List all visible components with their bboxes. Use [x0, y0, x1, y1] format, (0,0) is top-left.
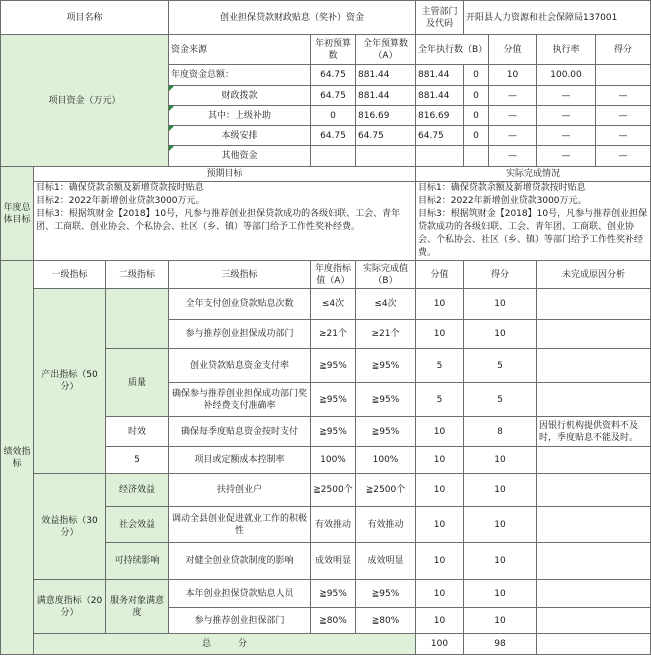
- funds-row-annual: 64.75: [311, 126, 356, 146]
- indicator-target: ≧2500个: [311, 474, 356, 507]
- perf-col-score: 得分: [464, 261, 537, 289]
- funds-row-annual: 0: [311, 106, 356, 126]
- indicator-score: 8: [464, 417, 537, 447]
- funds-col-exec: 全年执行数（B）: [416, 35, 489, 65]
- indicator-actual: ≧95%: [356, 383, 416, 417]
- project-name: 创业担保贷款财政贴息（奖补）资金: [169, 1, 416, 35]
- funds-row-score: —: [596, 86, 651, 106]
- perf-col-reason: 未完成原因分析: [537, 261, 651, 289]
- funds-row-label: 其他资金: [169, 146, 311, 167]
- funds-row-score-value: —: [489, 86, 537, 106]
- indicator-name: 项目或定额成本控制率: [169, 447, 311, 474]
- funds-row-zero: 0: [464, 106, 489, 126]
- indicator-target: ≧80%: [311, 608, 356, 634]
- indicator-name: 确保参与推荐创业担保成功部门奖补经费支付准确率: [169, 383, 311, 417]
- indicator-reason: [537, 289, 651, 320]
- group-benefit: 效益指标（30分）: [34, 474, 106, 580]
- indicator-reason: [537, 580, 651, 608]
- funds-col-full: 全年预算数（A）: [356, 35, 416, 65]
- indicator-reason: 因银行机构提供资料不及时，季度贴息不能及时。: [537, 417, 651, 447]
- indicator-reason: [537, 320, 651, 349]
- indicator-target: ≧95%: [311, 349, 356, 383]
- total-value: 100: [416, 634, 464, 655]
- indicator-score: 10: [464, 507, 537, 543]
- indicator-row: [1, 289, 651, 320]
- funds-row-score: —: [596, 146, 651, 167]
- funds-row-exec-rate: —: [537, 146, 596, 167]
- indicator-name: 参与推荐创业担保成功部门: [169, 320, 311, 349]
- funds-row-label: 本级安排: [169, 126, 311, 146]
- indicator-value: 10: [416, 289, 464, 320]
- indicator-value: 10: [416, 447, 464, 474]
- funds-row-score-value: —: [489, 106, 537, 126]
- indicator-actual: ≧95%: [356, 349, 416, 383]
- group-satisfaction: 满意度指标（20分）: [34, 580, 106, 634]
- funds-row-exec-rate: —: [537, 86, 596, 106]
- funds-row-full: 881.44: [356, 65, 416, 86]
- indicator-reason: [537, 543, 651, 580]
- indicator-value: 10: [416, 507, 464, 543]
- group-economic: 经济效益: [106, 474, 169, 507]
- funds-row-exec-rate: 100.00: [537, 65, 596, 86]
- dept-value: 开阳县人力资源和社会保障局137001: [464, 1, 651, 35]
- indicator-target: ≥21个: [311, 320, 356, 349]
- indicator-name: 参与推荐创业担保部门: [169, 608, 311, 634]
- funds-row-exec: 881.44: [416, 86, 464, 106]
- funds-row-label: 其中：上级补助: [169, 106, 311, 126]
- funds-row-zero: [464, 146, 489, 167]
- indicator-reason: [537, 447, 651, 474]
- indicator-target: ≧95%: [311, 580, 356, 608]
- funds-row-score-value: —: [489, 126, 537, 146]
- indicator-name: 创业贷款贴息资金支付率: [169, 349, 311, 383]
- project-name-label: 项目名称: [1, 1, 169, 35]
- actual-goal-text: 目标1：确保贷款余额及新增贷款按时贴息 目标2：2022年新增创业贷款3000万元。 目标3：根据筑财金【2018】10号，凡参与推荐创业担保贷款成功的各级妇联、工会、青年团、工商联、创业协会、个私协会、社区（乡、镇）等部门给予工作性奖补经费。: [416, 182, 651, 261]
- actual-goal-label: 实际完成情况: [416, 167, 651, 182]
- perf-col-actual: 实际完成值（B）: [356, 261, 416, 289]
- funds-row-exec: 816.69: [416, 106, 464, 126]
- funds-col-exec-rate: 执行率: [537, 35, 596, 65]
- funds-row-exec: 64.75: [416, 126, 464, 146]
- funds-row-annual: 64.75: [311, 86, 356, 106]
- funds-row-full: 881.44: [356, 86, 416, 106]
- funds-row-score: —: [596, 126, 651, 146]
- indicator-actual: ≧2500个: [356, 474, 416, 507]
- perf-col-target: 年度指标值（A）: [311, 261, 356, 289]
- indicator-actual: 成效明显: [356, 543, 416, 580]
- indicator-score: 10: [464, 474, 537, 507]
- perf-col-level2: 二级指标: [106, 261, 169, 289]
- indicator-value: 5: [416, 383, 464, 417]
- funds-row-exec: [416, 146, 464, 167]
- indicator-target: ≧95%: [311, 417, 356, 447]
- group-output-blank: [106, 289, 169, 349]
- funds-row-annual: 64.75: [311, 65, 356, 86]
- funds-row-full: [356, 146, 416, 167]
- indicator-actual: ≧95%: [356, 417, 416, 447]
- indicator-score: 5: [464, 349, 537, 383]
- indicator-target: ≤4次: [311, 289, 356, 320]
- funds-row-score-value: —: [489, 146, 537, 167]
- total-score: 98: [464, 634, 537, 655]
- funds-row-zero: 0: [464, 65, 489, 86]
- group-output: 产出指标（50分）: [34, 289, 106, 474]
- indicator-actual: ≤4次: [356, 289, 416, 320]
- total-row: [1, 634, 651, 655]
- perf-col-value: 分值: [416, 261, 464, 289]
- funds-row-score: [596, 65, 651, 86]
- indicator-score: 10: [464, 289, 537, 320]
- funds-section-label: 项目资金（万元）: [1, 35, 169, 167]
- indicator-row: [1, 474, 651, 507]
- group-quality: 质量: [106, 349, 169, 417]
- indicator-value: 10: [416, 543, 464, 580]
- indicator-score: 10: [464, 608, 537, 634]
- funds-row-score-value: 10: [489, 65, 537, 86]
- group-sustainable: 可持续影响: [106, 543, 169, 580]
- funds-row-zero: 0: [464, 126, 489, 146]
- indicator-actual: 100%: [356, 447, 416, 474]
- dept-label: 主管部门及代码: [416, 1, 464, 35]
- expected-goal-label: 预期目标: [34, 167, 416, 182]
- indicator-score: 10: [464, 580, 537, 608]
- indicator-reason: [537, 507, 651, 543]
- indicator-score: 5: [464, 383, 537, 417]
- indicator-target: 有效推动: [311, 507, 356, 543]
- indicator-target: 成效明显: [311, 543, 356, 580]
- perf-col-level3: 三级指标: [169, 261, 311, 289]
- group-cost: 5: [106, 447, 169, 474]
- group-timeliness: 时效: [106, 417, 169, 447]
- indicator-actual: ≧95%: [356, 580, 416, 608]
- indicator-name: 对健全创业贷款制度的影响: [169, 543, 311, 580]
- group-service: 服务对象满意度: [106, 580, 169, 634]
- indicator-reason: [537, 383, 651, 417]
- funds-row-exec: 881.44: [416, 65, 464, 86]
- indicator-name: 全年支付创业贷款贴息次数: [169, 289, 311, 320]
- funds-row-exec-rate: —: [537, 106, 596, 126]
- expected-goal-text: 目标1：确保贷款余额及新增贷款按时贴息 目标2：2022年新增创业贷款3000万元。 目标3：根据筑财金【2018】10号，凡参与推荐创业担保贷款成功的各级妇联、工会、青年团、工商联、创业协会、个私协会、社区（乡、镇）等部门给予工作性奖补经费。: [34, 182, 416, 261]
- indicator-value: 10: [416, 608, 464, 634]
- indicator-value: 10: [416, 474, 464, 507]
- funds-row-full: 64.75: [356, 126, 416, 146]
- funds-col-score-value: 分值: [489, 35, 537, 65]
- indicator-value: 10: [416, 417, 464, 447]
- perf-col-level1: 一级指标: [34, 261, 106, 289]
- indicator-value: 5: [416, 349, 464, 383]
- indicator-reason: [537, 474, 651, 507]
- indicator-target: ≧95%: [311, 383, 356, 417]
- performance-section-label: 绩效指标: [1, 261, 34, 655]
- funds-row-full: 816.69: [356, 106, 416, 126]
- indicator-reason: [537, 349, 651, 383]
- indicator-name: 扶持创业户: [169, 474, 311, 507]
- funds-row-label: 年度资金总额：: [169, 65, 311, 86]
- indicator-actual: 有效推动: [356, 507, 416, 543]
- funds-row-zero: 0: [464, 86, 489, 106]
- indicator-actual: ≧80%: [356, 608, 416, 634]
- indicator-actual: ≥21个: [356, 320, 416, 349]
- indicator-name: 本年创业担保贷款贴息人员: [169, 580, 311, 608]
- indicator-score: 10: [464, 447, 537, 474]
- indicator-score: 10: [464, 320, 537, 349]
- group-social: 社会效益: [106, 507, 169, 543]
- funds-col-annual: 年初预算数: [311, 35, 356, 65]
- indicator-reason: [537, 608, 651, 634]
- total-label: 总 分: [34, 634, 416, 655]
- funds-row-annual: [311, 146, 356, 167]
- funds-col-source: 资金来源: [169, 35, 311, 65]
- funds-col-score: 得分: [596, 35, 651, 65]
- indicator-row: [1, 580, 651, 608]
- indicator-name: 确保每季度贴息资金按时支付: [169, 417, 311, 447]
- total-reason: [537, 634, 651, 655]
- funds-row-exec-rate: —: [537, 126, 596, 146]
- indicator-target: 100%: [311, 447, 356, 474]
- indicator-value: 10: [416, 320, 464, 349]
- goals-section-label: 年度总体目标: [1, 167, 34, 261]
- funds-row-label: 财政拨款: [169, 86, 311, 106]
- indicator-value: 10: [416, 580, 464, 608]
- indicator-score: 10: [464, 543, 537, 580]
- funds-row-score: —: [596, 106, 651, 126]
- indicator-name: 调动全县创业促进就业工作的积极性: [169, 507, 311, 543]
